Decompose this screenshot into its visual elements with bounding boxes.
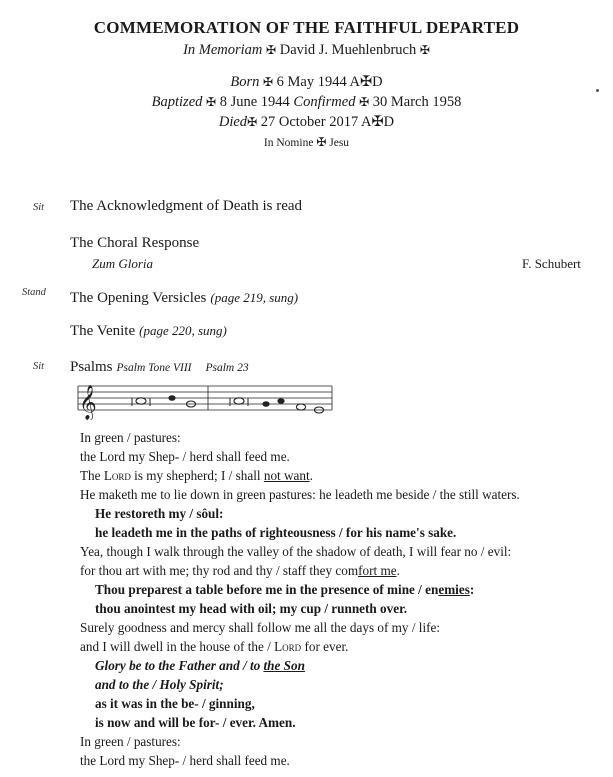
- baptized-line: [0, 94, 613, 111]
- psalm-number: Psalm 23: [205, 362, 249, 374]
- venite-heading: The Venite: [70, 323, 136, 339]
- died-label: Died: [218, 114, 248, 130]
- memoriam-prefix: In Memoriam: [183, 42, 263, 58]
- note-quarter: [168, 395, 175, 401]
- rubric-sit: Sit: [33, 202, 45, 213]
- psalm-verse: the Lord my Shep- / herd shall feed me.: [80, 753, 290, 768]
- psalms-heading: Psalms: [70, 359, 113, 375]
- died-line: [0, 114, 613, 131]
- died-value: 27 October 2017 A✠D: [260, 114, 395, 130]
- cross-icon: ✠: [266, 43, 277, 57]
- psalm-verse: Surely goodness and mercy shall follow me all the days of my / life:: [80, 620, 441, 635]
- opening-versicles-line: [70, 289, 298, 307]
- memoriam-line: [0, 42, 613, 59]
- cross-icon: ✠: [206, 95, 217, 109]
- note-breve: [230, 398, 248, 406]
- born-label: Born: [230, 74, 260, 90]
- note-breve: [132, 398, 150, 406]
- acknowledgment-heading: The Acknowledgment of Death is read: [70, 198, 303, 214]
- gloria-verse: and to the / Holy Spirit;: [95, 677, 224, 692]
- psalm-verse: In green / pastures:: [80, 430, 181, 445]
- gloria-verse: as it was in the be- / ginning,: [95, 696, 255, 711]
- psalm-verse: In green / pastures:: [80, 734, 181, 749]
- psalm-tone-staff: [70, 378, 340, 420]
- psalm-verse: He maketh me to lie down in green pastures: he leadeth me beside / the still waters.: [80, 487, 520, 502]
- nomine-line: [0, 135, 613, 150]
- composer: F. Schubert: [522, 256, 581, 271]
- psalm-verse: for thou art with me; thy rod and thy / staff they comfort me.: [80, 563, 400, 578]
- cross-icon: ✠: [247, 115, 258, 129]
- gloria-verse: is now and will be for- / ever. Amen.: [95, 715, 296, 730]
- psalm-verse: The Lord is my shepherd; I / shall not want.: [80, 468, 313, 483]
- psalm-verse: Yea, though I walk through the valley of the shadow of death, I will fear no / evil:: [80, 544, 512, 559]
- venite-line: [70, 322, 227, 340]
- psalm-verse-bold: he leadeth me in the paths of righteousness / for his name's sake.: [95, 525, 457, 540]
- psalm-verse: the Lord my Shep- / herd shall feed me.: [80, 449, 290, 464]
- zum-gloria: Zum Gloria: [92, 256, 154, 271]
- nomine-b: Jesu: [329, 137, 350, 149]
- psalm-tone: Psalm Tone VIII: [116, 362, 192, 374]
- treble-clef-icon: 𝄞: [79, 385, 97, 420]
- nomine-a: In Nomine: [263, 137, 314, 149]
- memoriam-name: David J. Muehlenbruch: [279, 42, 417, 58]
- note-quarter: [262, 401, 269, 407]
- rubric-stand: Stand: [22, 287, 46, 298]
- opening-versicles-heading: The Opening Versicles: [70, 290, 207, 306]
- page-title: COMMEMORATION OF THE FAITHFUL DEPARTED: [93, 18, 520, 37]
- cross-icon: ✠: [419, 43, 430, 57]
- born-value: 6 May 1944 A✠D: [276, 74, 383, 90]
- baptized-value: 8 June 1944: [219, 94, 290, 110]
- note-whole: [296, 404, 305, 410]
- venite-note: (page 220, sung): [139, 323, 227, 338]
- note-quarter: [277, 398, 284, 404]
- psalm-verse-bold: thou anointest my head with oil; my cup / runneth over.: [95, 601, 408, 616]
- gloria-verse: Glory be to the Father and / to the Son: [95, 658, 305, 673]
- psalm-verse: and I will dwell in the house of the / Lord for ever.: [80, 639, 349, 654]
- cross-icon: ✠: [262, 75, 274, 89]
- confirmed-label: Confirmed: [293, 94, 356, 110]
- cross-icon: ✠: [359, 95, 370, 109]
- psalm-verse-bold: Thou preparest a table before me in the presence of mine / enemies:: [95, 582, 475, 597]
- choral-response-heading: The Choral Response: [70, 235, 200, 251]
- cross-icon: ✠: [316, 135, 327, 149]
- opening-versicles-note: (page 219, sung): [210, 290, 299, 305]
- rubric-sit: Sit: [33, 361, 45, 372]
- born-line: [0, 74, 613, 91]
- confirmed-value: 30 March 1958: [372, 94, 462, 110]
- baptized-label: Baptized: [151, 94, 203, 110]
- psalm-verse-bold: He restoreth my / sôul:: [95, 506, 224, 521]
- psalms-line: [70, 358, 249, 376]
